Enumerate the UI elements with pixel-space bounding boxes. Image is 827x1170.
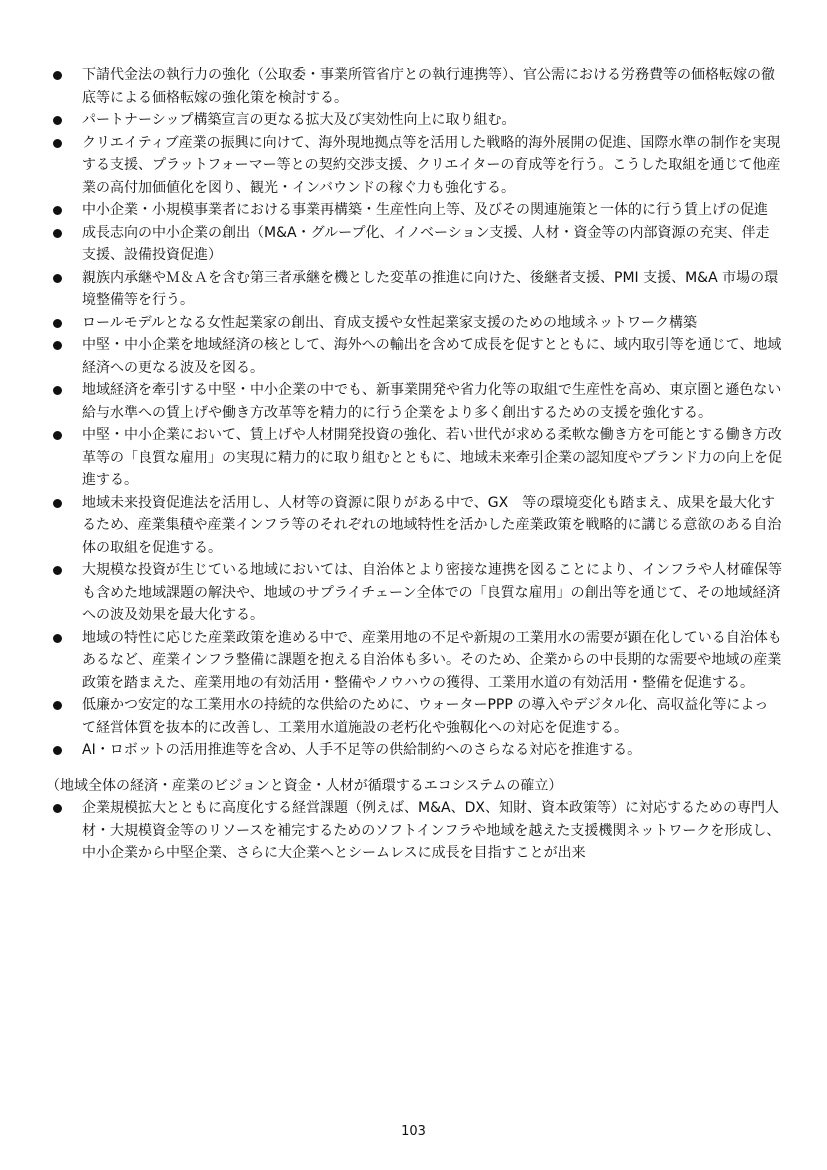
list-item-text: ロールモデルとなる女性起業家の創出、育成支援や女性起業家支援のための地域ネットワーク構築 (82, 314, 698, 331)
list-item (46, 109, 782, 132)
bullet-dot-icon (53, 274, 62, 283)
bullet-dot-icon (53, 386, 62, 395)
list-item-text: 成長志向の中小企業の創出（M&A・グループ化、イノベーション支援、人材・資金等の内部資源の充実、伴走支援、設備投資促進） (82, 224, 770, 263)
bullet-dot-icon (53, 804, 62, 813)
list-item-text: 地域未来投資促進法を活用し、人材等の資源に限りがある中で、GX 等の環境変化も踏まえ、成果を最大化するため、産業集積や産業インフラ等のそれぞれの地域特性を活かした産業政策を戦略的に講じる意欲のある自治体の取組を促進する。 (82, 494, 782, 556)
bullet-list-top (46, 64, 782, 762)
list-item-text: 中堅・中小企業において、賃上げや人材開発投資の強化、若い世代が求める柔軟な働き方を可能とする働き方改革等の「良質な雇用」の実現に精力的に取り組むとともに、地域未来牽引企業の認知度やブランド力の向上を促進する。 (82, 427, 782, 488)
list-item (46, 559, 782, 627)
list-item (46, 797, 782, 865)
list-item-text: 中堅・中小企業を地域経済の核として、海外への輸出を含めて成長を促すとともに、域内取引等を通じて、地域経済への更なる波及を図る。 (82, 337, 782, 376)
list-item-text: 下請代金法の執行力の強化（公取委・事業所管省庁との執行連携等）、官公需における労務費等の価格転嫁の徹底等による価格転嫁の強化策を検討する。 (82, 67, 775, 106)
list-item (46, 267, 782, 312)
list-item-text: 地域経済を牽引する中堅・中小企業の中でも、新事業開発や省力化等の取組で生産性を高め、東京圏と遜色ない給与水準への賃上げや働き方改革等を精力的に行う企業をより多く創出するための支援を強化する。 (82, 382, 782, 421)
list-item (46, 739, 782, 762)
list-item-text: 大規模な投資が生じている地域においては、自治体とより密接な連携を図ることにより、インフラや人材確保等も含めた地域課題の解決や、地域のサプライチェーン全体での「良質な雇用」の創出等を通じて、その地域経済への波及効果を最大化する。 (82, 562, 782, 623)
bullet-dot-icon (53, 139, 62, 148)
list-item (46, 64, 782, 109)
page-number: 103 (401, 1124, 426, 1139)
list-item (46, 199, 782, 222)
list-item-text: パートナーシップ構築宣言の更なる拡大及び実効性向上に取り組む。 (82, 112, 516, 128)
list-item-text: 地域の特性に応じた産業政策を進める中で、産業用地の不足や新規の工業用水の需要が顕在化している自治体もあるなど、産業インフラ整備に課題を抱える自治体も多い。そのため、企業からの中長期的な需要や地域の産業政策を踏まえた、産業用地の有効活用・整備やノウハウの獲得、工業用水道の有効活用・整備を促進する。 (82, 629, 782, 691)
list-item (46, 312, 782, 335)
list-item (46, 132, 782, 200)
list-item-text: 親族内承継やＭ＆Ａを含む第三者承継を機とした変革の推進に向けた、後継者支援、PMI 支援、M&A 市場の環境整備等を行う。 (82, 269, 779, 308)
bullet-dot-icon (53, 116, 62, 125)
list-item-text: 中小企業・小規模事業者における事業再構築・生産性向上等、及びその関連施策と一体的に行う賃上げの促進 (82, 202, 768, 218)
list-item (46, 334, 782, 379)
list-item (46, 222, 782, 267)
bullet-dot-icon (53, 319, 62, 328)
list-item (46, 694, 782, 739)
list-item (46, 492, 782, 560)
bullet-dot-icon (53, 566, 62, 575)
bullet-dot-icon (53, 431, 62, 440)
list-item-text: 低廉かつ安定的な工業用水の持続的な供給のために、ウォーターPPP の導入やデジタル化、高収益化等によって経営体質を抜本的に改善し、工業用水道施設の老朽化や強靱化への対応を促進する。 (82, 697, 769, 736)
list-item (46, 627, 782, 695)
bullet-dot-icon (53, 71, 62, 80)
bullet-dot-icon (53, 206, 62, 215)
list-item (46, 424, 782, 492)
bullet-dot-icon (53, 229, 62, 238)
bullet-dot-icon (53, 746, 62, 755)
list-item-text: クリエイティブ産業の振興に向けて、海外現地拠点等を活用した戦略的海外展開の促進、国際水準の制作を実現する支援、プラットフォーマー等との契約交渉支援、クリエイターの育成等を行う。こうした取組を通じて他産業の高付加価値化を図り、観光・インバウンドの稼ぐ力も強化する。 (82, 134, 781, 196)
bullet-dot-icon (53, 499, 62, 508)
list-item-text: AI・ロボットの活用推進等を含め、人手不足等の供給制約へのさらなる対応を推進する。 (82, 742, 642, 758)
bullet-dot-icon (53, 701, 62, 710)
bullet-list-bottom (46, 797, 782, 865)
bullet-dot-icon (53, 341, 62, 350)
list-item-text: 企業規模拡大とともに高度化する経営課題（例えば、M&A、DX、知財、資本政策等）に対応するための専門人材・大規模資金等のリソースを補完するためのソフトインフラや地域を越えた支援機関ネットワークを形成し、中小企業から中堅企業、さらに大企業へとシームレスに成長を目指すことが出来 (82, 800, 781, 861)
bullet-dot-icon (53, 634, 62, 643)
section-heading: （地域全体の経済・産業のビジョンと資金・人材が循環するエコシステムの確立） (46, 777, 563, 794)
page-content (46, 64, 782, 865)
list-item (46, 379, 782, 424)
